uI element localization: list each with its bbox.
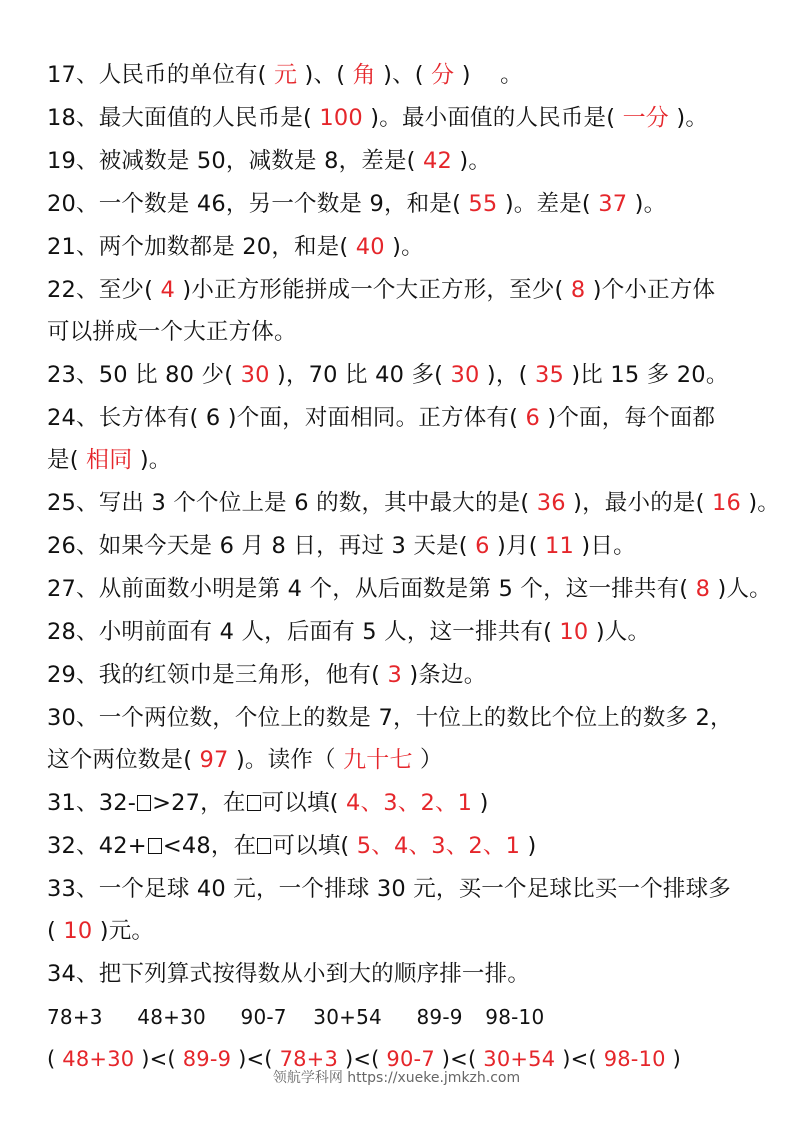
question-22: 22、至少( 4 )小正方形能拼成一个大正方形，至少( 8 )个小正方体 bbox=[47, 277, 716, 303]
answer: 78+3 bbox=[279, 1047, 339, 1071]
question-34-exprs: 78+3 48+30 90-7 30+54 89-9 98-10 bbox=[47, 1005, 545, 1029]
answer: 3 bbox=[387, 662, 402, 688]
answer: 42 bbox=[423, 148, 453, 174]
blank-box bbox=[148, 838, 162, 854]
question-18: 18、最大面值的人民币是( 100 )。最小面值的人民币是( 一分 )。 bbox=[47, 105, 709, 131]
question-30-cont: 这个两位数是( 97 )。读作（ 九十七 ） bbox=[47, 747, 443, 773]
question-28: 28、小明前面有 4 人，后面有 5 人，这一排共有( 10 )人。 bbox=[47, 619, 651, 645]
answer-black: 6 bbox=[205, 405, 221, 431]
answer: 6 bbox=[475, 533, 490, 559]
question-24: 24、长方体有( 6 )个面，对面相同。正方体有( 6 )个面，每个面都 bbox=[47, 405, 716, 431]
answer: 30+54 bbox=[483, 1047, 556, 1071]
answer: 分 bbox=[431, 62, 455, 88]
answer: 一分 bbox=[622, 105, 670, 131]
question-31: 31、32- >27，在 可以填( 4、3、2、1 ) bbox=[47, 790, 489, 816]
watermark-footer: 领航学科网 https://xueke.jmkzh.com bbox=[272, 1070, 521, 1086]
answer: 11 bbox=[545, 533, 575, 559]
answer: 8 bbox=[570, 277, 586, 303]
answer: 89-9 bbox=[182, 1047, 232, 1071]
answer: 10 bbox=[63, 918, 93, 944]
answer: 8 bbox=[695, 576, 711, 602]
answer: 10 bbox=[559, 619, 589, 645]
answer: 元 bbox=[273, 62, 298, 88]
answer: 36 bbox=[536, 490, 566, 516]
answer: 97 bbox=[199, 747, 229, 773]
answer: 37 bbox=[598, 191, 628, 217]
question-24-cont: 是( 相同 )。 bbox=[47, 447, 172, 473]
question-19: 19、被减数是 50，减数是 8，差是( 42 )。 bbox=[47, 148, 492, 174]
question-34: 34、把下列算式按得数从小到大的顺序排一排。 bbox=[47, 961, 531, 987]
answer: 30 bbox=[450, 362, 480, 388]
answer: 30 bbox=[240, 362, 270, 388]
blank-box bbox=[137, 795, 151, 811]
question-32: 32、42+ <48，在 可以填( 5、4、3、2、1 ) bbox=[47, 833, 537, 859]
answer: 98-10 bbox=[603, 1047, 666, 1071]
answer: 6 bbox=[525, 405, 540, 431]
question-29: 29、我的红领巾是三角形，他有( 3 )条边。 bbox=[47, 662, 487, 688]
question-21: 21、两个加数都是 20，和是( 40 )。 bbox=[47, 234, 424, 260]
question-25: 25、写出 3 个个位上是 6 的数，其中最大的是( 36 )，最小的是( 16 )。 bbox=[47, 490, 781, 516]
answer: 4 bbox=[160, 277, 175, 303]
answer: 55 bbox=[468, 191, 498, 217]
blank-box bbox=[247, 795, 261, 811]
answer: 90-7 bbox=[386, 1047, 435, 1071]
question-33-cont: ( 10 )元。 bbox=[47, 918, 155, 944]
answer: 100 bbox=[319, 105, 363, 131]
question-34-answer: ( 48+30 )<( 89-9 )<( 78+3 )<( 90-7 )<( 30+54 )<( 98-10 ) bbox=[47, 1047, 682, 1071]
answer: 相同 bbox=[86, 447, 133, 473]
question-26: 26、如果今天是 6 月 8 日，再过 3 天是( 6 )月( 11 )日。 bbox=[47, 533, 636, 559]
question-20: 20、一个数是 46，另一个数是 9，和是( 55 )。差是( 37 )。 bbox=[47, 191, 667, 217]
question-30: 30、一个两位数，个位上的数是 7，十位上的数比个位上的数多 2， bbox=[47, 705, 733, 731]
answer: 九十七 bbox=[343, 747, 413, 773]
answer: 40 bbox=[355, 234, 385, 260]
answer: 角 bbox=[352, 62, 376, 88]
answer: 48+30 bbox=[62, 1047, 135, 1071]
question-17: 17、人民币的单位有( 元 )、( 角 )、( 分 ) 。 bbox=[47, 62, 523, 88]
blank-box bbox=[257, 838, 271, 854]
answer: 4、3、2、1 bbox=[346, 790, 473, 816]
question-22-cont: 可以拼成一个大正方体。 bbox=[47, 319, 297, 345]
question-23: 23、50 比 80 少( 30 )，70 比 40 多( 30 )，( 35 )比 15 多 20。 bbox=[47, 362, 729, 388]
answer: 16 bbox=[711, 490, 741, 516]
answer: 5、4、3、2、1 bbox=[356, 833, 521, 859]
question-27: 27、从前面数小明是第 4 个，从后面数是第 5 个，这一排共有( 8 )人。 bbox=[47, 576, 772, 602]
answer: 35 bbox=[534, 362, 564, 388]
question-33: 33、一个足球 40 元，一个排球 30 元，买一个足球比买一个排球多 bbox=[47, 876, 732, 902]
